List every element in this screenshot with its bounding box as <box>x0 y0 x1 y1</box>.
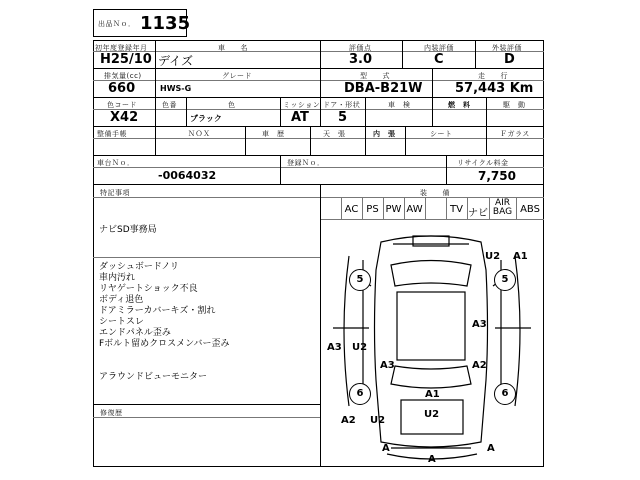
doors-header: ドア・形状 <box>323 101 361 109</box>
equipment-header: 装 備 <box>420 189 450 197</box>
grade-header: グレード <box>222 72 252 80</box>
lot-number-box <box>93 9 191 37</box>
transmission-value: AT <box>291 110 309 125</box>
remark-line: リヤゲートショック不良 <box>99 284 198 294</box>
remarks-header: 特記事項 <box>100 189 130 197</box>
displacement-value: 660 <box>108 81 136 96</box>
damage-mark: A <box>382 443 390 454</box>
history-header: 車 歴 <box>262 130 285 138</box>
transmission-header: ミッション <box>283 101 321 109</box>
remark-line: アラウンドビューモニター <box>99 372 208 382</box>
tire-mark: 5 <box>349 269 371 291</box>
grade-value: HWS-G <box>160 84 192 93</box>
chassis-header: 車台Ｎｏ． <box>97 159 135 167</box>
remark-line: Fボルト留めクロスメンバー歪み <box>99 339 230 349</box>
vehicle-name-header: 車 名 <box>218 44 248 52</box>
damage-mark: U2 <box>424 409 440 420</box>
damage-mark: U2 <box>352 342 368 353</box>
equipment-item: TV <box>450 204 463 215</box>
color-code-header: 色コード <box>107 101 137 109</box>
first-reg-value: H25/10 <box>100 52 152 67</box>
remark-line: ドアミラーカバーキズ・割れ <box>99 306 216 316</box>
recycle-header: リサイクル料金 <box>457 159 509 167</box>
damage-mark: A1 <box>513 251 528 262</box>
interior-score-value: C <box>434 52 444 67</box>
remark-line: ダッシュボードノリ <box>99 262 179 272</box>
roof-header: 天 張 <box>323 130 346 138</box>
equipment-item: PS <box>366 204 379 215</box>
registration-header: 登録Ｎｏ． <box>287 159 325 167</box>
tire-mark: 6 <box>349 383 371 405</box>
equipment-item: AW <box>406 204 423 215</box>
first-reg-header: 初年度登録年月 <box>95 44 148 52</box>
manual-header: 整備手帳 <box>97 130 127 138</box>
lot-number-label: 出品Ｎｏ． <box>98 20 136 28</box>
drive-header: 駆 動 <box>503 101 526 109</box>
seat-header: シート <box>430 130 453 138</box>
damage-mark: A <box>428 454 436 465</box>
recycle-value: 7,750 <box>478 169 516 183</box>
inspection-header: 車 検 <box>388 101 411 109</box>
tire-mark: 6 <box>494 383 516 405</box>
exterior-score-value: D <box>504 52 515 67</box>
score-header: 評価点 <box>349 44 372 52</box>
remark-line: ボディ退色 <box>99 295 144 305</box>
damage-mark: A2 <box>341 415 356 426</box>
tire-mark: 5 <box>494 269 516 291</box>
color-header: 色 <box>228 101 236 109</box>
doors-value: 5 <box>338 110 348 125</box>
equipment-item: AIR BAG <box>492 198 513 217</box>
nox-header: ＮＯＸ <box>188 130 211 138</box>
fuel-header: 燃 料 <box>448 101 471 109</box>
color-value: ブラック <box>190 114 222 123</box>
mileage-value: 57,443 Km <box>455 81 534 96</box>
chassis-value: -0064032 <box>158 169 217 182</box>
repair-history-header: 修復歴 <box>100 409 123 417</box>
exterior-score-header: 外装評価 <box>492 44 522 52</box>
color-no-header: 色番 <box>162 101 177 109</box>
damage-mark: U2 <box>485 251 501 262</box>
damage-mark: A2 <box>472 360 487 371</box>
interior-lining-header: 内 張 <box>373 130 396 138</box>
color-code-value: X42 <box>110 110 139 125</box>
remark-line: 車内汚れ <box>99 273 136 283</box>
vehicle-name-value: デイズ <box>158 54 194 68</box>
damage-mark: A1 <box>425 389 440 400</box>
score-value: 3.0 <box>349 52 373 67</box>
equipment-item: AC <box>344 204 359 215</box>
glass-header: Ｆガラス <box>500 130 530 138</box>
damage-mark: A3 <box>327 342 342 353</box>
lot-number: 1135 <box>140 13 191 34</box>
equipment-item: ナビ <box>468 208 488 219</box>
interior-score-header: 内装評価 <box>424 44 454 52</box>
displacement-header: 排気量(cc) <box>104 72 142 80</box>
mileage-header: 走 行 <box>478 72 508 80</box>
damage-mark: A3 <box>380 360 395 371</box>
equipment-item: ABS <box>520 204 540 215</box>
model-value: DBA-B21W <box>344 81 423 96</box>
damage-mark: A <box>487 443 495 454</box>
damage-mark: U2 <box>370 415 386 426</box>
remark-line: エンドパネル歪み <box>99 328 171 338</box>
damage-mark: A3 <box>472 319 487 330</box>
remark-line: ナビSD事務局 <box>99 225 157 235</box>
remark-line: シートスレ <box>99 317 144 327</box>
model-header: 型 式 <box>360 72 390 80</box>
equipment-item: PW <box>385 204 402 215</box>
